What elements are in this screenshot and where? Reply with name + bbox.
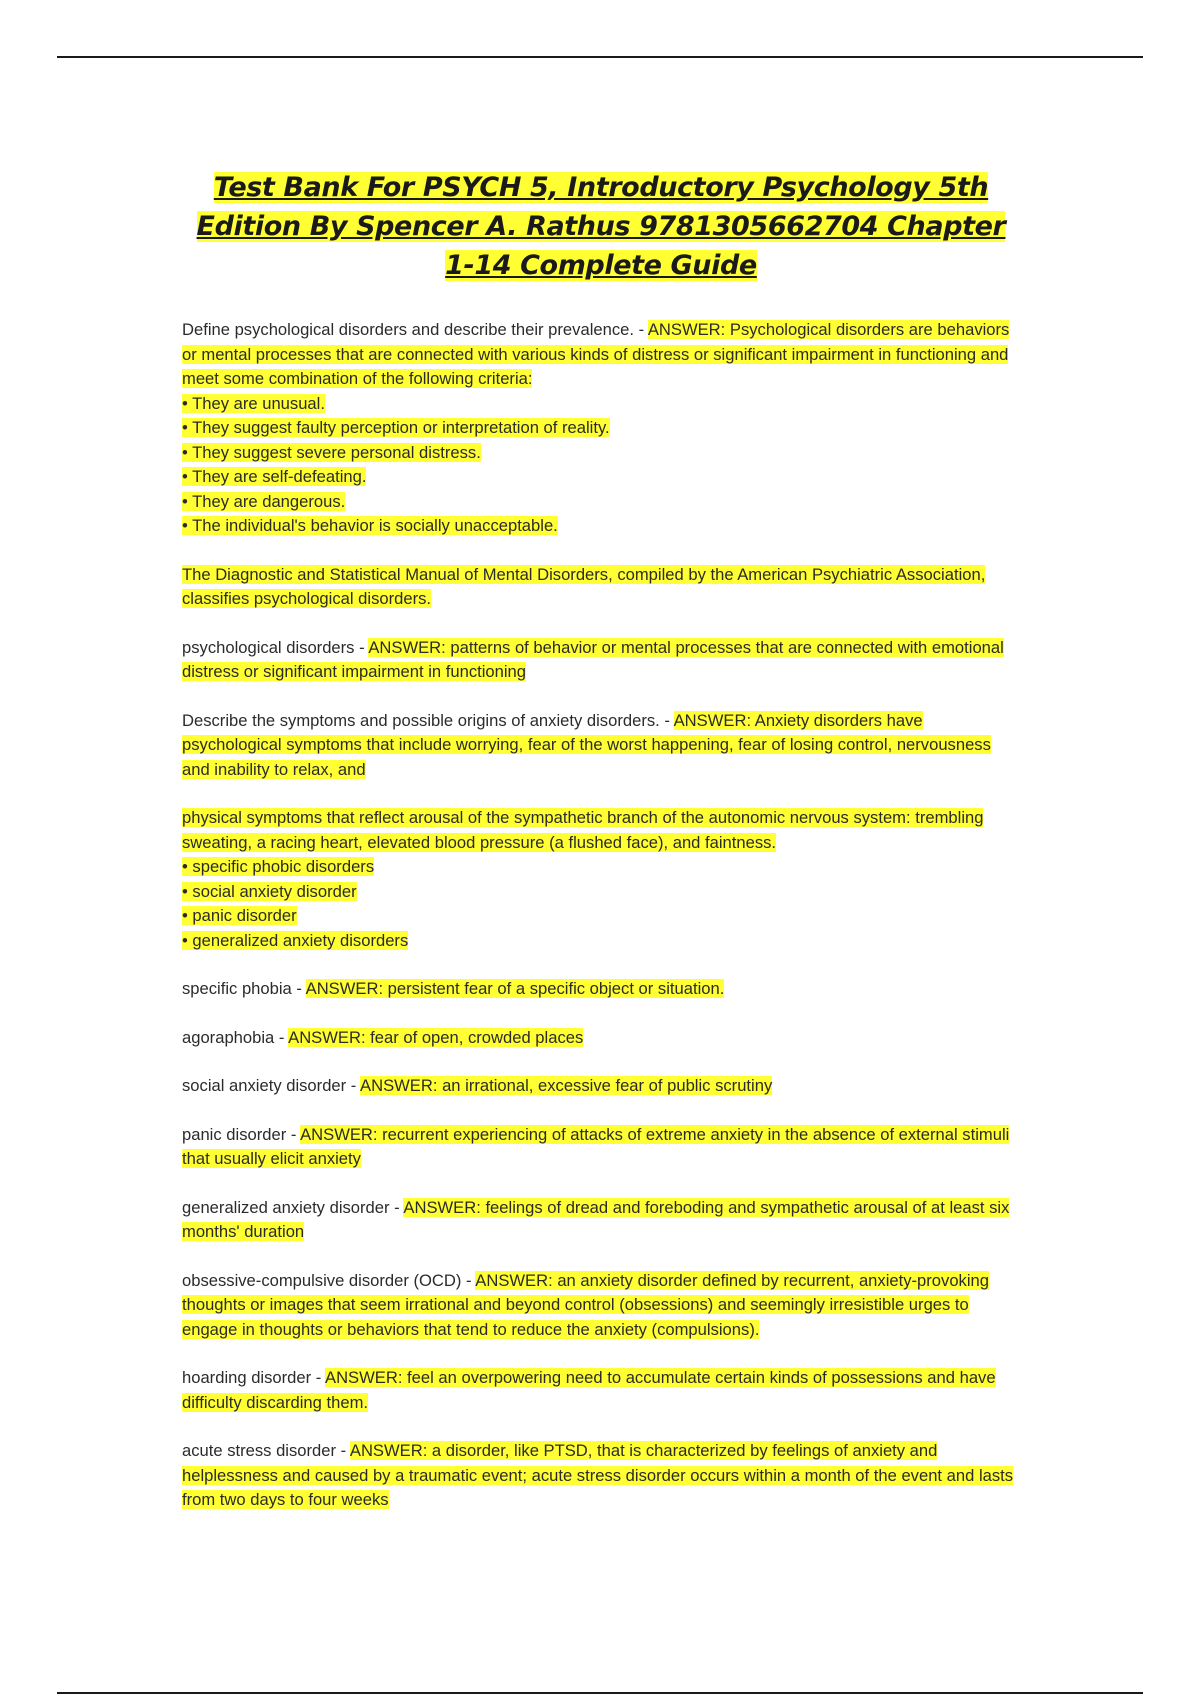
title-text: Test Bank For PSYCH 5, Introductory Psychology 5th Edition By Spencer A. Rathus 9781305662704 Chapter 1-14 Complete Guide [196,172,1006,281]
list-item: • They are dangerous. [182,491,346,511]
document-title [182,168,1020,285]
list-item: • They are unusual. [182,393,325,413]
list-item: • social anxiety disorder [182,881,357,901]
qa-entry [182,1026,1020,1051]
qa-entry [182,1439,1020,1513]
qa-entry [182,1196,1020,1245]
answer-text: ANSWER: feelings of dread and foreboding and sympathetic arousal of at least six months' duration [182,1197,1010,1241]
disorder-list [182,855,1020,953]
qa-entry [182,318,1020,539]
question-term: specific phobia [182,979,292,998]
list-item: • They suggest faulty perception or interpretation of reality. [182,418,610,437]
list-item: • They suggest severe personal distress. [182,442,481,462]
qa-entry [182,1269,1020,1343]
question-term: Describe the symptoms and possible origins of anxiety disorders. [182,710,660,730]
separator: - [389,1197,404,1217]
list-item: • generalized anxiety disorders [182,930,409,950]
answer-text: ANSWER: a disorder, like PTSD, that is characterized by feelings of anxiety and helplessness and caused by a traumatic event; acute stress disorder occurs within a month of the event and lasts from two days to four weeks [182,1441,1014,1509]
answer-text: ANSWER: feel an overpowering need to accumulate certain kinds of possessions and have difficulty discarding them. [182,1368,996,1412]
separator: - [274,1027,289,1047]
answer-text: ANSWER: fear of open, crowded places [288,1027,584,1047]
separator: - [291,979,306,998]
question-term: hoarding disorder [182,1368,312,1387]
separator: - [633,320,648,339]
qa-entry [182,636,1020,685]
question-term: social anxiety disorder [182,1076,347,1095]
separator: - [346,1076,361,1095]
qa-entry [182,709,1020,783]
top-rule [57,56,1143,58]
answer-text: ANSWER: an anxiety disorder defined by recurrent, anxiety-provoking thoughts or images that seem irrational and beyond control (obsessions) and seemingly irresistible urges to engage in thoughts or behaviors that tend to reduce the anxiety (compulsions). [182,1270,989,1339]
separator: - [311,1368,325,1387]
question-term: acute stress disorder [182,1441,337,1460]
question-term: Define psychological disorders and describe their prevalence. [182,320,634,339]
question-term: agoraphobia [182,1027,275,1047]
list-item: • specific phobic disorders [182,857,375,876]
separator: - [461,1270,476,1290]
answer-continuation: The Diagnostic and Statistical Manual of Mental Disorders, compiled by the American Psychiatric Association, classifies psychological disorders. [182,564,986,608]
criteria-list [182,392,1020,539]
answer-text: ANSWER: Anxiety disorders have psychological symptoms that include worrying, fear of the worst happening, fear of losing control, nervousness and inability to relax, and [182,710,991,779]
question-term: panic disorder [182,1124,287,1144]
separator: - [659,710,674,730]
answer-text: ANSWER: Psychological disorders are behaviors or mental processes that are connected with various kinds of distress or significant impairment in functioning and meet some combination of the following criteria: [182,320,1010,388]
answer-text: ANSWER: recurrent experiencing of attacks of extreme anxiety in the absence of external stimuli that usually elicit anxiety [182,1124,1010,1168]
qa-entry [182,977,1020,1002]
separator: - [286,1124,301,1144]
question-term: obsessive-compulsive disorder (OCD) [182,1270,462,1290]
answer-text: ANSWER: persistent fear of a specific object or situation. [305,979,725,998]
qa-entry [182,1366,1020,1415]
answer-text: ANSWER: an irrational, excessive fear of public scrutiny [360,1076,773,1095]
list-item: • They are self-defeating. [182,467,367,486]
answer-text: ANSWER: patterns of behavior or mental processes that are connected with emotional distress or significant impairment in functioning [182,637,1004,681]
document-body [182,168,1020,1537]
question-term: psychological disorders [182,637,355,657]
separator: - [336,1441,350,1460]
list-item: • The individual's behavior is socially unacceptable. [182,516,558,535]
qa-entry [182,1074,1020,1099]
question-term: generalized anxiety disorder [182,1197,390,1217]
bottom-rule [57,1692,1143,1694]
answer-continuation: physical symptoms that reflect arousal of the sympathetic branch of the autonomic nervous system: trembling sweating, a racing heart, elevated blood pressure (a flushed face), and faintness. • specific phobic disorders • social anxiety disorder • panic disorder • generalized anxiety disorders [182,806,1020,953]
separator: - [354,637,369,657]
list-item: • panic disorder [182,906,297,925]
qa-entry [182,1123,1020,1172]
